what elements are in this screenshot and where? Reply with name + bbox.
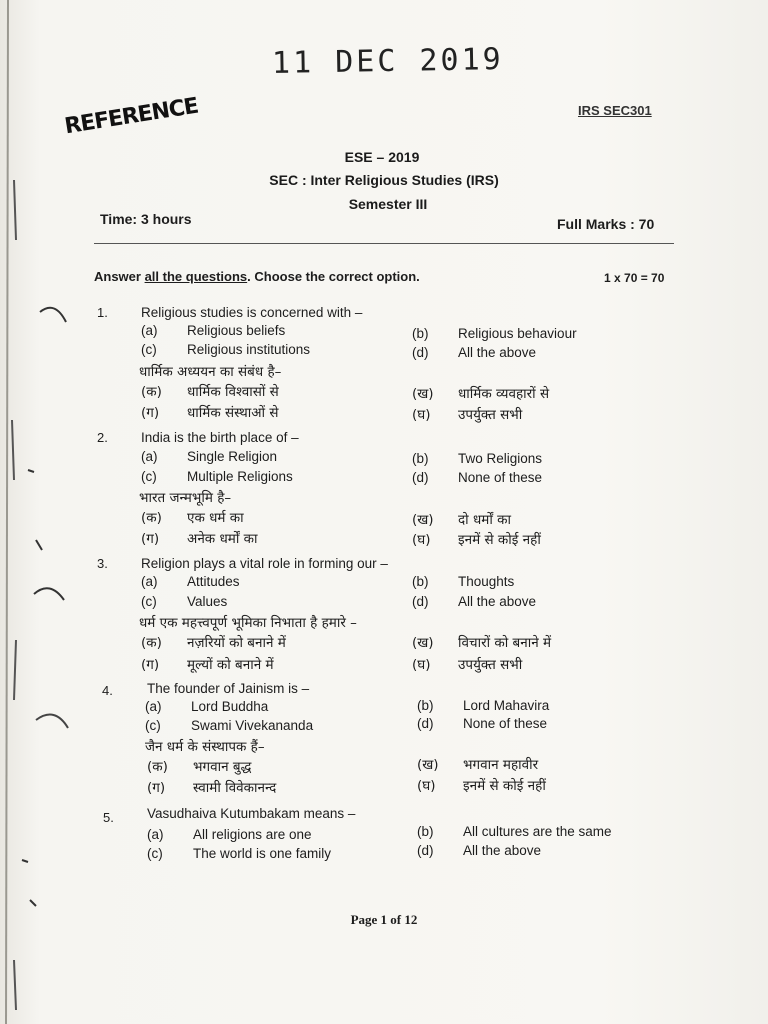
- option-c: (c) Swami Vivekananda: [145, 718, 314, 733]
- option-ga: (ग) मूल्यों को बनाने में: [141, 657, 274, 673]
- option-ka: (क) धार्मिक विश्वासों से: [141, 384, 279, 400]
- option-d: (d) None of these: [417, 716, 548, 731]
- option-kha: (ख) भगवान महावीर: [417, 757, 539, 773]
- page-number: Page 1 of 12: [350, 912, 418, 927]
- instruction-suffix: . Choose the correct option.: [247, 269, 420, 284]
- option-c: (c) Multiple Religions: [141, 469, 293, 484]
- option-ka: (क) एक धर्म का: [141, 510, 244, 526]
- option-ka: (क) भगवान बुद्ध: [147, 759, 252, 775]
- option-b: (b) Thoughts: [412, 574, 515, 589]
- option-gha: (घ) इनमें से कोई नहीं: [412, 532, 541, 548]
- instruction: [94, 269, 420, 284]
- marking-scheme: 1 x 70 = 70: [604, 271, 665, 285]
- option-kha: (ख) दो धर्मों का: [412, 512, 511, 528]
- option-ga: (ग) धार्मिक संस्थाओं से: [141, 405, 279, 421]
- question-text: Religion plays a vital role in forming our –: [141, 556, 388, 571]
- option-kha: (ख) धार्मिक व्यवहारों से: [412, 386, 550, 402]
- option-c: (c) Religious institutions: [141, 342, 311, 357]
- option-a: (a) Religious beliefs: [141, 323, 286, 338]
- course-title: SEC : Inter Religious Studies (IRS): [269, 172, 499, 188]
- question-number: 1.: [97, 305, 108, 320]
- option-d: (d) All the above: [412, 594, 537, 609]
- option-kha: (ख) विचारों को बनाने में: [412, 635, 552, 651]
- option-d: (d) None of these: [412, 470, 543, 485]
- option-b: (b) Lord Mahavira: [417, 698, 550, 713]
- option-gha: (घ) उपर्युक्त सभी: [412, 657, 523, 673]
- option-a: (a) Lord Buddha: [145, 699, 269, 714]
- option-b: (b) All cultures are the same: [417, 824, 612, 839]
- question-number: 3.: [97, 556, 108, 571]
- date-stamp: 11 DEC 2019: [271, 41, 504, 82]
- paper-code: IRS SEC301: [578, 103, 652, 118]
- option-a: (a) Attitudes: [141, 574, 240, 589]
- question-text: India is the birth place of –: [141, 430, 299, 445]
- instruction-emphasis: all the questions: [144, 269, 248, 284]
- full-marks: Full Marks : 70: [557, 216, 655, 232]
- option-c: (c) Values: [141, 594, 228, 609]
- option-d: (d) All the above: [417, 843, 542, 858]
- question-text: Vasudhaiva Kutumbakam means –: [147, 806, 356, 821]
- instruction-prefix: Answer: [94, 269, 145, 284]
- question-number: 2.: [97, 430, 108, 445]
- header-divider: [94, 243, 674, 244]
- option-gha: (घ) उपर्युक्त सभी: [412, 407, 523, 423]
- question-text-hindi: भारत जन्मभूमि है–: [139, 490, 232, 506]
- option-ka: (क) नज़रियों को बनाने में: [141, 635, 286, 651]
- option-b: (b) Two Religions: [412, 451, 543, 466]
- option-c: (c) The world is one family: [147, 846, 332, 861]
- semester-title: Semester III: [348, 196, 428, 212]
- question-text-hindi: जैन धर्म के संस्थापक हैं–: [145, 739, 265, 755]
- option-a: (a) Single Religion: [141, 449, 278, 464]
- option-a: (a) All religions are one: [147, 827, 312, 842]
- option-d: (d) All the above: [412, 345, 537, 360]
- option-gha: (घ) इनमें से कोई नहीं: [417, 778, 546, 794]
- reference-stamp: REFERENCE: [62, 93, 200, 140]
- question-number: 4.: [102, 683, 113, 698]
- option-b: (b) Religious behaviour: [412, 326, 577, 341]
- option-ga: (ग) स्वामी विवेकानन्द: [147, 780, 277, 796]
- exam-title: ESE – 2019: [344, 149, 420, 165]
- option-ga: (ग) अनेक धर्मों का: [141, 531, 258, 547]
- question-number: 5.: [103, 810, 114, 825]
- question-text: Religious studies is concerned with –: [141, 305, 363, 320]
- question-text: The founder of Jainism is –: [147, 681, 310, 696]
- question-text-hindi: धर्म एक महत्त्वपूर्ण भूमिका निभाता है हमारे –: [139, 615, 357, 631]
- exam-duration: Time: 3 hours: [100, 211, 192, 227]
- question-text-hindi: धार्मिक अध्ययन का संबंध है–: [139, 364, 282, 380]
